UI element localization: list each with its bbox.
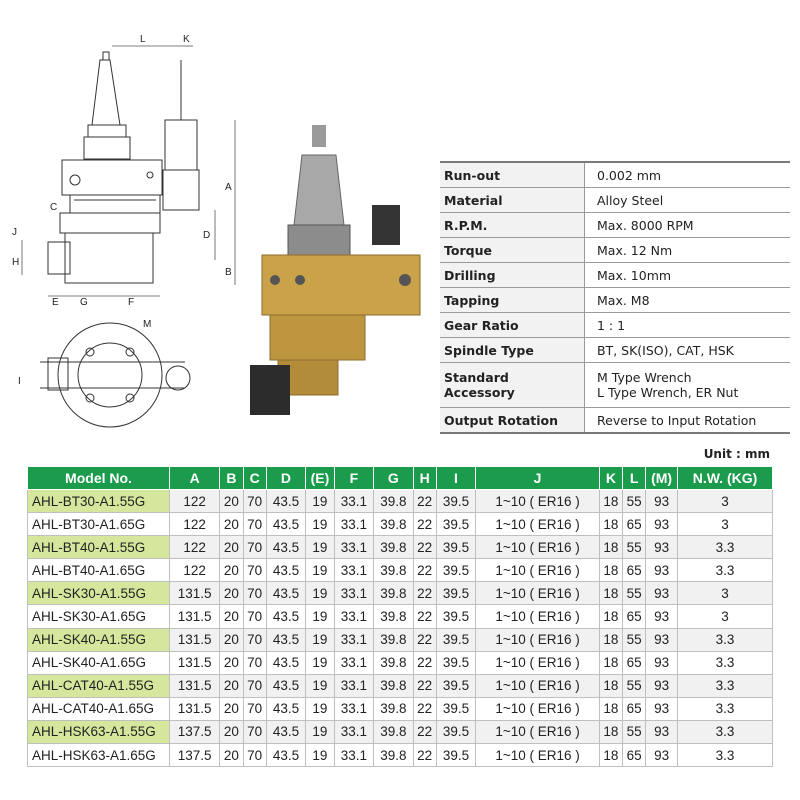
table-cell: 19: [306, 744, 334, 767]
table-row: [28, 536, 773, 559]
table-cell: 33.1: [334, 559, 373, 582]
column-header: G: [374, 467, 413, 490]
table-cell: 1~10 ( ER16 ): [476, 674, 600, 697]
spec-value: Max. M8: [585, 288, 791, 313]
table-row: [28, 605, 773, 628]
table-cell: 18: [599, 559, 622, 582]
table-cell: 65: [623, 651, 646, 674]
column-header: B: [220, 467, 243, 490]
table-cell: 19: [306, 605, 334, 628]
table-cell: 1~10 ( ER16 ): [476, 744, 600, 767]
top-view-drawing: [40, 323, 190, 427]
table-cell: 33.1: [334, 697, 373, 720]
spec-value: Alloy Steel: [585, 188, 791, 213]
table-cell: 39.5: [436, 674, 475, 697]
table-cell: 20: [220, 674, 243, 697]
spec-row: [440, 263, 790, 288]
table-cell: 70: [243, 490, 266, 513]
table-cell: 93: [646, 628, 678, 651]
table-cell: 137.5: [170, 720, 220, 743]
column-header: K: [599, 467, 622, 490]
table-cell: 93: [646, 490, 678, 513]
table-cell: 122: [170, 490, 220, 513]
table-cell: 93: [646, 605, 678, 628]
spec-table: [440, 161, 790, 434]
table-cell: 93: [646, 651, 678, 674]
spec-key: R.P.M.: [440, 213, 585, 238]
table-cell: 33.1: [334, 720, 373, 743]
table-cell: 122: [170, 536, 220, 559]
table-cell: 39.8: [374, 582, 413, 605]
table-cell: 93: [646, 697, 678, 720]
table-cell: 39.5: [436, 582, 475, 605]
dim-label: J: [12, 227, 17, 238]
table-cell: 20: [220, 651, 243, 674]
table-cell: 18: [599, 674, 622, 697]
table-cell: 39.5: [436, 697, 475, 720]
table-cell: 18: [599, 582, 622, 605]
table-cell: 3.3: [678, 674, 773, 697]
table-cell: 3.3: [678, 651, 773, 674]
table-cell: 39.5: [436, 651, 475, 674]
table-cell: 22: [413, 582, 436, 605]
dim-label: C: [50, 202, 58, 213]
table-cell: 39.8: [374, 536, 413, 559]
table-cell: 20: [220, 628, 243, 651]
table-cell: 1~10 ( ER16 ): [476, 628, 600, 651]
product-image: [250, 125, 420, 415]
table-cell: 43.5: [266, 559, 305, 582]
spec-row: [440, 238, 790, 263]
table-cell: 70: [243, 720, 266, 743]
spec-key: Gear Ratio: [440, 313, 585, 338]
table-cell: 65: [623, 605, 646, 628]
spec-key: Torque: [440, 238, 585, 263]
table-cell: 70: [243, 674, 266, 697]
spec-value: [585, 363, 791, 408]
table-cell: 93: [646, 744, 678, 767]
table-cell: 43.5: [266, 651, 305, 674]
table-cell: 39.8: [374, 605, 413, 628]
technical-drawing: [0, 0, 440, 455]
model-number-cell: AHL-SK30-A1.65G: [28, 605, 170, 628]
table-cell: 19: [306, 582, 334, 605]
table-cell: 122: [170, 559, 220, 582]
table-cell: 39.8: [374, 490, 413, 513]
table-cell: 55: [623, 720, 646, 743]
dim-label: M: [143, 319, 152, 330]
table-cell: 39.8: [374, 513, 413, 536]
table-cell: 3.3: [678, 720, 773, 743]
table-cell: 39.5: [436, 536, 475, 559]
table-cell: 1~10 ( ER16 ): [476, 651, 600, 674]
model-number-cell: AHL-BT40-A1.55G: [28, 536, 170, 559]
table-cell: 93: [646, 674, 678, 697]
table-cell: 55: [623, 536, 646, 559]
table-cell: 18: [599, 605, 622, 628]
table-cell: 22: [413, 559, 436, 582]
table-cell: 3: [678, 490, 773, 513]
table-cell: 18: [599, 651, 622, 674]
table-cell: 3.3: [678, 559, 773, 582]
table-cell: 131.5: [170, 605, 220, 628]
table-cell: 39.8: [374, 674, 413, 697]
table-cell: 22: [413, 697, 436, 720]
column-header: C: [243, 467, 266, 490]
dim-label: A: [225, 182, 232, 193]
table-cell: 55: [623, 674, 646, 697]
table-cell: 39.8: [374, 559, 413, 582]
table-cell: 3: [678, 582, 773, 605]
table-cell: 70: [243, 513, 266, 536]
table-cell: 55: [623, 490, 646, 513]
unit-label: Unit : mm: [703, 447, 770, 461]
table-cell: 39.5: [436, 559, 475, 582]
spec-row: [440, 213, 790, 238]
column-header: L: [623, 467, 646, 490]
table-cell: 3.3: [678, 536, 773, 559]
table-cell: 19: [306, 513, 334, 536]
table-row: [28, 697, 773, 720]
table-cell: 93: [646, 513, 678, 536]
column-header: I: [436, 467, 475, 490]
table-cell: 20: [220, 744, 243, 767]
table-cell: 20: [220, 720, 243, 743]
table-cell: 33.1: [334, 674, 373, 697]
table-cell: 20: [220, 559, 243, 582]
table-cell: 1~10 ( ER16 ): [476, 559, 600, 582]
table-cell: 43.5: [266, 697, 305, 720]
table-cell: 33.1: [334, 651, 373, 674]
table-cell: 19: [306, 559, 334, 582]
spec-row: [440, 313, 790, 338]
table-row: [28, 513, 773, 536]
table-cell: 70: [243, 697, 266, 720]
table-cell: 1~10 ( ER16 ): [476, 490, 600, 513]
table-cell: 43.5: [266, 536, 305, 559]
table-cell: 131.5: [170, 697, 220, 720]
table-cell: 33.1: [334, 582, 373, 605]
table-cell: 39.5: [436, 744, 475, 767]
spec-row: [440, 363, 790, 408]
table-cell: 39.5: [436, 720, 475, 743]
table-cell: 18: [599, 744, 622, 767]
model-table: [27, 466, 773, 767]
table-cell: 3.3: [678, 744, 773, 767]
table-cell: 43.5: [266, 674, 305, 697]
table-cell: 43.5: [266, 628, 305, 651]
table-cell: 22: [413, 513, 436, 536]
table-cell: 20: [220, 697, 243, 720]
table-cell: 39.8: [374, 697, 413, 720]
table-cell: 20: [220, 582, 243, 605]
model-number-cell: AHL-SK40-A1.55G: [28, 628, 170, 651]
table-cell: 131.5: [170, 651, 220, 674]
table-cell: 65: [623, 744, 646, 767]
table-row: [28, 628, 773, 651]
spec-key: Material: [440, 188, 585, 213]
table-row: [28, 674, 773, 697]
table-cell: 43.5: [266, 605, 305, 628]
table-cell: 3.3: [678, 628, 773, 651]
model-number-cell: AHL-BT40-A1.65G: [28, 559, 170, 582]
table-cell: 65: [623, 513, 646, 536]
table-cell: 18: [599, 490, 622, 513]
column-header: D: [266, 467, 305, 490]
table-cell: 70: [243, 605, 266, 628]
table-cell: 131.5: [170, 628, 220, 651]
spec-key: Output Rotation: [440, 408, 585, 434]
table-cell: 70: [243, 559, 266, 582]
table-cell: 43.5: [266, 720, 305, 743]
spec-row: [440, 288, 790, 313]
dim-label: I: [18, 376, 21, 387]
table-cell: 65: [623, 559, 646, 582]
model-number-cell: AHL-HSK63-A1.55G: [28, 720, 170, 743]
table-cell: 93: [646, 582, 678, 605]
dim-label: H: [12, 257, 20, 268]
table-cell: 18: [599, 697, 622, 720]
spec-value: BT, SK(ISO), CAT, HSK: [585, 338, 791, 363]
dim-label: E: [52, 297, 59, 308]
table-cell: 22: [413, 674, 436, 697]
dim-label: F: [128, 297, 135, 308]
dim-label: K: [183, 34, 190, 45]
table-cell: 19: [306, 697, 334, 720]
table-cell: 3: [678, 605, 773, 628]
table-cell: 70: [243, 582, 266, 605]
table-cell: 39.8: [374, 744, 413, 767]
table-cell: 18: [599, 536, 622, 559]
table-row: [28, 651, 773, 674]
table-cell: 1~10 ( ER16 ): [476, 720, 600, 743]
table-cell: 1~10 ( ER16 ): [476, 697, 600, 720]
table-cell: 20: [220, 536, 243, 559]
table-cell: 93: [646, 720, 678, 743]
table-cell: 43.5: [266, 513, 305, 536]
table-row: [28, 582, 773, 605]
dimension-lines: [22, 46, 235, 296]
column-header: F: [334, 467, 373, 490]
table-cell: 55: [623, 582, 646, 605]
model-number-cell: AHL-SK30-A1.55G: [28, 582, 170, 605]
table-cell: 122: [170, 513, 220, 536]
table-cell: 93: [646, 536, 678, 559]
table-cell: 18: [599, 720, 622, 743]
spec-row: [440, 408, 790, 434]
model-number-cell: AHL-SK40-A1.65G: [28, 651, 170, 674]
table-cell: 22: [413, 490, 436, 513]
table-cell: 22: [413, 720, 436, 743]
table-cell: 65: [623, 697, 646, 720]
spec-value-line: L Type Wrench, ER Nut: [597, 385, 739, 400]
table-cell: 39.5: [436, 628, 475, 651]
table-cell: 22: [413, 628, 436, 651]
spec-key: Tapping: [440, 288, 585, 313]
spec-value-line: M Type Wrench: [597, 370, 692, 385]
model-number-cell: AHL-BT30-A1.55G: [28, 490, 170, 513]
side-view-drawing: [48, 52, 199, 283]
spec-key: Spindle Type: [440, 338, 585, 363]
table-cell: 70: [243, 628, 266, 651]
spec-value: 1 : 1: [585, 313, 791, 338]
spec-value: Reverse to Input Rotation: [585, 408, 791, 434]
table-cell: 39.5: [436, 490, 475, 513]
table-cell: 33.1: [334, 513, 373, 536]
table-row: [28, 744, 773, 767]
spec-key: Run-out: [440, 162, 585, 188]
table-cell: 19: [306, 720, 334, 743]
model-number-cell: AHL-CAT40-A1.65G: [28, 697, 170, 720]
table-cell: 20: [220, 605, 243, 628]
table-cell: 39.5: [436, 513, 475, 536]
spec-row: [440, 338, 790, 363]
column-header: (E): [306, 467, 334, 490]
table-cell: 1~10 ( ER16 ): [476, 513, 600, 536]
table-cell: 55: [623, 628, 646, 651]
table-cell: 1~10 ( ER16 ): [476, 582, 600, 605]
table-cell: 33.1: [334, 490, 373, 513]
table-cell: 18: [599, 513, 622, 536]
table-row: [28, 559, 773, 582]
table-cell: 19: [306, 490, 334, 513]
model-number-cell: AHL-CAT40-A1.55G: [28, 674, 170, 697]
model-table-header: [28, 467, 773, 490]
table-cell: 43.5: [266, 490, 305, 513]
table-cell: 19: [306, 536, 334, 559]
column-header: A: [170, 467, 220, 490]
spec-value: Max. 10mm: [585, 263, 791, 288]
column-header: Model No.: [28, 467, 170, 490]
model-number-cell: AHL-BT30-A1.65G: [28, 513, 170, 536]
table-cell: 33.1: [334, 536, 373, 559]
table-row: [28, 720, 773, 743]
table-cell: 39.8: [374, 720, 413, 743]
table-cell: 137.5: [170, 744, 220, 767]
spec-value: 0.002 mm: [585, 162, 791, 188]
table-cell: 3: [678, 513, 773, 536]
dim-label: D: [203, 230, 211, 241]
table-cell: 22: [413, 536, 436, 559]
spec-row: [440, 162, 790, 188]
table-cell: 33.1: [334, 605, 373, 628]
dim-label: G: [80, 297, 88, 308]
table-cell: 18: [599, 628, 622, 651]
table-cell: 70: [243, 744, 266, 767]
table-row: [28, 490, 773, 513]
table-cell: 39.8: [374, 651, 413, 674]
table-cell: 131.5: [170, 674, 220, 697]
table-cell: 70: [243, 536, 266, 559]
table-cell: 43.5: [266, 744, 305, 767]
table-cell: 3.3: [678, 697, 773, 720]
column-header: H: [413, 467, 436, 490]
spec-key: Standard Accessory: [440, 363, 585, 408]
table-cell: 93: [646, 559, 678, 582]
table-cell: 19: [306, 651, 334, 674]
table-cell: 22: [413, 605, 436, 628]
table-cell: 22: [413, 744, 436, 767]
column-header: (M): [646, 467, 678, 490]
spec-value: Max. 8000 RPM: [585, 213, 791, 238]
table-cell: 39.8: [374, 628, 413, 651]
table-cell: 19: [306, 628, 334, 651]
spec-key: Drilling: [440, 263, 585, 288]
dim-label: L: [140, 34, 146, 45]
table-cell: 19: [306, 674, 334, 697]
table-cell: 20: [220, 513, 243, 536]
model-number-cell: AHL-HSK63-A1.65G: [28, 744, 170, 767]
spec-row: [440, 188, 790, 213]
dim-label: B: [225, 267, 232, 278]
column-header: J: [476, 467, 600, 490]
spec-value: Max. 12 Nm: [585, 238, 791, 263]
table-cell: 20: [220, 490, 243, 513]
table-cell: 43.5: [266, 582, 305, 605]
table-cell: 70: [243, 651, 266, 674]
table-cell: 1~10 ( ER16 ): [476, 605, 600, 628]
table-cell: 22: [413, 651, 436, 674]
table-cell: 1~10 ( ER16 ): [476, 536, 600, 559]
table-cell: 39.5: [436, 605, 475, 628]
table-cell: 131.5: [170, 582, 220, 605]
column-header: N.W. (KG): [678, 467, 773, 490]
table-cell: 33.1: [334, 628, 373, 651]
table-cell: 33.1: [334, 744, 373, 767]
